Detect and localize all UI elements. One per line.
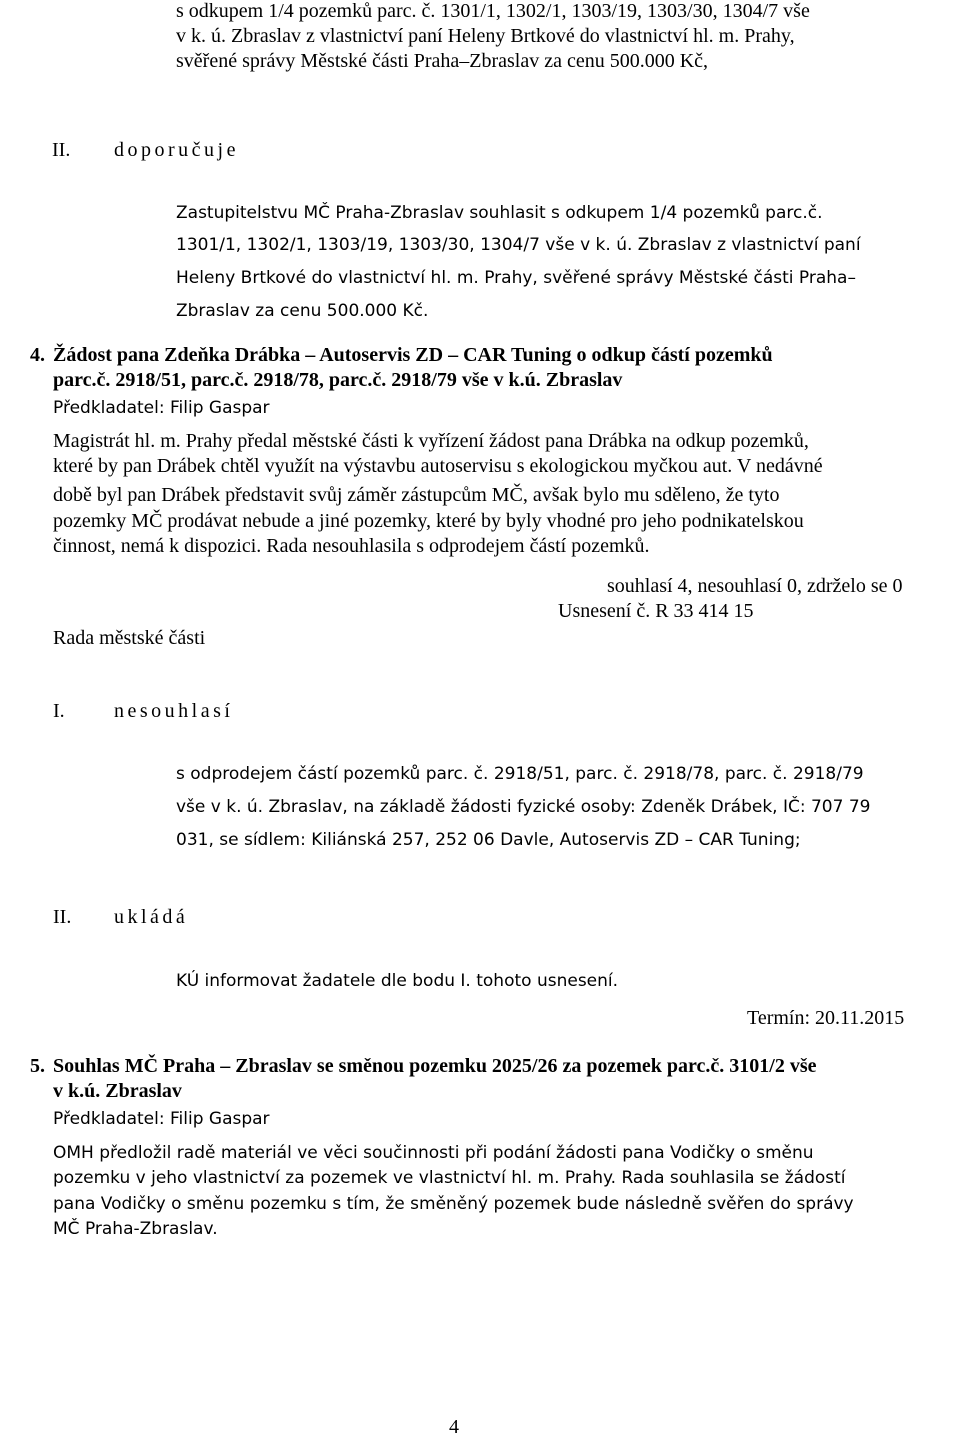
item5-body-line-2: pozemku v jeho vlastnictví za pozemek ve vlastnictví hl. m. Prahy. Rada souhlasila se žádostí — [53, 1168, 846, 1188]
intro-line-3: svěřené správy Městské části Praha–Zbraslav za cenu 500.000 Kč, — [176, 50, 709, 72]
item4-presenter: Předkladatel: Filip Gaspar — [53, 398, 270, 418]
item4-body-line-4: pozemky MČ prodávat nebude a jiné pozemky, které by byly vhodné pro jeho podnikatelskou — [53, 510, 804, 532]
item5-body-line-4: MČ Praha-Zbraslav. — [53, 1219, 218, 1239]
item4-point-II-line-1: KÚ informovat žadatele dle bodu I. tohoto usnesení. — [176, 971, 619, 991]
item4-body-line-5: činnost, nemá k dispozici. Rada nesouhlasila s odprodejem částí pozemků. — [53, 535, 650, 557]
item5-number: 5. — [30, 1055, 45, 1077]
item4-point-I-line-3: 031, se sídlem: Kiliánská 257, 252 06 Davle, Autoservis ZD – CAR Tuning; — [176, 830, 801, 850]
item5-title-line-2: v k.ú. Zbraslav — [53, 1080, 182, 1102]
point-II-a-line-2: 1301/1, 1302/1, 1303/19, 1303/30, 1304/7 vše v k. ú. Zbraslav z vlastnictví paní — [176, 235, 861, 255]
item4-council: Rada městské části — [53, 627, 206, 649]
item4-number: 4. — [30, 344, 45, 366]
item4-vote: souhlasí 4, nesouhlasí 0, zdrželo se 0 — [607, 575, 903, 597]
item5-presenter: Předkladatel: Filip Gaspar — [53, 1109, 270, 1129]
item4-point-I-verb: nesouhlasí — [114, 700, 234, 722]
point-II-a-line-3: Heleny Brtkové do vlastnictví hl. m. Prahy, svěřené správy Městské části Praha– — [176, 268, 856, 288]
item4-resolution: Usnesení č. R 33 414 15 — [558, 600, 754, 622]
item4-point-I-numeral: I. — [53, 700, 65, 722]
item4-body-line-3: době byl pan Drábek představit svůj záměr zástupcům MČ, avšak bylo mu sděleno, že tyto — [53, 484, 780, 506]
point-II-a-numeral: II. — [52, 139, 71, 161]
item4-point-II-verb: ukládá — [114, 906, 189, 928]
intro-line-2: v k. ú. Zbraslav z vlastnictví paní Heleny Brtkové do vlastnictví hl. m. Prahy, — [176, 25, 795, 47]
item4-body-line-2: které by pan Drábek chtěl využít na výstavbu autoservisu s ekologickou myčkou aut. V nedávné — [53, 455, 823, 477]
item4-point-I-line-2: vše v k. ú. Zbraslav, na základě žádosti fyzické osoby: Zdeněk Drábek, IČ: 707 79 — [176, 797, 871, 817]
point-II-a-verb: doporučuje — [114, 139, 239, 161]
point-II-a-line-1: Zastupitelstvu MČ Praha-Zbraslav souhlasit s odkupem 1/4 pozemků parc.č. — [176, 203, 823, 223]
item4-point-II-numeral: II. — [53, 906, 72, 928]
item4-deadline: Termín: 20.11.2015 — [747, 1007, 905, 1029]
item4-title-line-2: parc.č. 2918/51, parc.č. 2918/78, parc.č. 2918/79 vše v k.ú. Zbraslav — [53, 369, 623, 391]
page-number: 4 — [449, 1416, 459, 1438]
intro-line-1: s odkupem 1/4 pozemků parc. č. 1301/1, 1302/1, 1303/19, 1303/30, 1304/7 vše — [176, 0, 810, 22]
item4-title-line-1: Žádost pana Zdeňka Drábka – Autoservis ZD – CAR Tuning o odkup částí pozemků — [53, 344, 773, 366]
item5-body-line-1: OMH předložil radě materiál ve věci součinnosti při podání žádosti pana Vodičky o směnu — [53, 1143, 814, 1163]
point-II-a-line-4: Zbraslav za cenu 500.000 Kč. — [176, 301, 429, 321]
item4-point-I-line-1: s odprodejem částí pozemků parc. č. 2918/51, parc. č. 2918/78, parc. č. 2918/79 — [176, 764, 864, 784]
item4-body-line-1: Magistrát hl. m. Prahy předal městské části k vyřízení žádost pana Drábka na odkup pozemků, — [53, 430, 809, 452]
item5-title-line-1: Souhlas MČ Praha – Zbraslav se směnou pozemku 2025/26 za pozemek parc.č. 3101/2 vše — [53, 1055, 817, 1077]
item5-body-line-3: pana Vodičky o směnu pozemku s tím, že směněný pozemek bude následně svěřen do správy — [53, 1194, 854, 1214]
